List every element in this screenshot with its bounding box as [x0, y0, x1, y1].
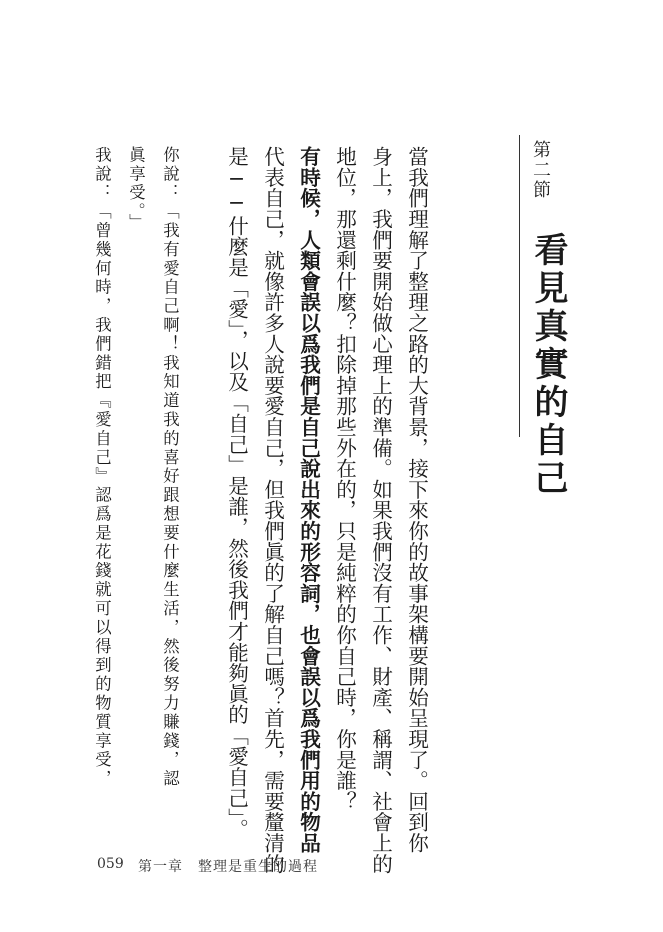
quote-line-3: 我說：「曾幾何時，我們錯把『愛自己』認爲是花錢就可以得到的物質享受， — [92, 146, 112, 789]
section-title: 看見真實的自己 — [528, 232, 568, 498]
quote-line-2: 眞享受。」 — [126, 146, 146, 233]
body-line-6: 是──什麼是「愛」，以及「自己」是誰，然後我們才能夠眞的「愛自己」。 — [224, 146, 249, 840]
quote-line-1: 你說：「我有愛自己啊！我知道我的喜好跟想要什麼生活，然後努力賺錢，認 — [160, 146, 180, 789]
title-divider — [519, 135, 520, 437]
body-line-3: 地位，那還剩什麼？扣除掉那些外在的，只是純粹的你自己時，你是誰？ — [332, 146, 357, 812]
section-label: 第二節 — [530, 140, 551, 200]
body-line-4: 有時候，人類會誤以爲我們是自己說出來的形容詞，也會誤以爲我們用的物品 — [296, 146, 321, 854]
running-footer: 第一章 整理是重生的過程 — [138, 859, 318, 875]
body-line-2: 身上，我們要開始做心理上的準備。如果我們沒有工作、財產、稱謂、社會上的 — [368, 146, 393, 874]
page-number: 059 — [97, 856, 124, 872]
body-line-1: 當我們理解了整理之路的大背景，接下來你的故事架構要開始呈現了。回到你 — [404, 146, 429, 854]
body-line-5: 代表自己，就像許多人說要愛自己，但我們眞的了解自己嗎？首先，需要釐清的 — [260, 146, 285, 874]
